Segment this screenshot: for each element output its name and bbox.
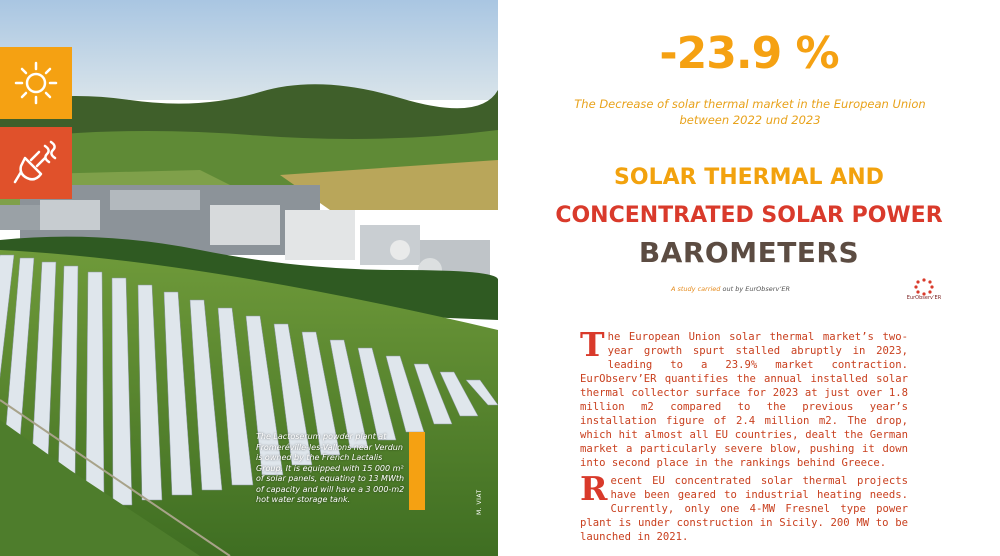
paragraph-1 [580, 325, 908, 470]
stat-desc-line2: between 2022 und 2023 [679, 113, 821, 127]
dropcap-1: T [580, 325, 605, 364]
sun-icon [12, 59, 60, 107]
study-credit [671, 285, 790, 293]
headline-stat: -23.9 % [659, 28, 839, 79]
stat-desc-line1: The Decrease of solar thermal market in the European Union [574, 97, 926, 111]
solar-field-photo [0, 0, 498, 556]
photo-caption: The Lactoserum powder plant at Fromeréville-les-Vallons near Verdun is owned by the French Lactalis Group. It is equipped with 15 000 m² of solar panels, equating to 13 MWth of capacity and will have a 3 000-m2 hot water storage tank. [256, 432, 405, 504]
study-suffix: out by EurObserv’ER [722, 285, 790, 293]
paragraph-2-text: ecent EU concentrated solar thermal projects have been geared to industrial heating needs. Currently, only one 4-MW Fresnel type power plant is under construction in Sicily. 200 MW to be launched in 2021. [580, 475, 908, 543]
plug-icon [11, 138, 61, 188]
title-line2: CONCENTRATED SOLAR POWER [555, 203, 943, 228]
study-prefix: A study carried [670, 285, 723, 293]
logo-text: EurObserv’ER [906, 295, 942, 301]
caption-accent-bar [409, 432, 425, 510]
paragraph-2 [580, 469, 908, 544]
photo-credit: M. VIAT [476, 489, 483, 515]
eurobserver-logo [900, 276, 948, 306]
logo-mark-icon [900, 276, 948, 296]
title-line3: BAROMETERS [638, 236, 860, 269]
paragraph-1-text: he European Union solar thermal market’s two-year growth spurt stalled abruptly in 2023, leading to a 23.9% market contraction. EurObserv’ER quantifies the annual installed solar thermal collector surface for 2023 at just over 1.8 million m2 compared to the previous year’s installation figure of 2.4 million m2. The drop, which hit almost all EU countries, dealt the German market a particularly severe blow, pushing it down into second place in the rankings behind Greece. [580, 331, 908, 469]
dropcap-2: R [580, 469, 608, 508]
plug-icon-box [0, 127, 72, 199]
sun-icon-box [0, 47, 72, 119]
title-line1: SOLAR THERMAL AND [614, 165, 884, 190]
stat-description [540, 96, 960, 128]
